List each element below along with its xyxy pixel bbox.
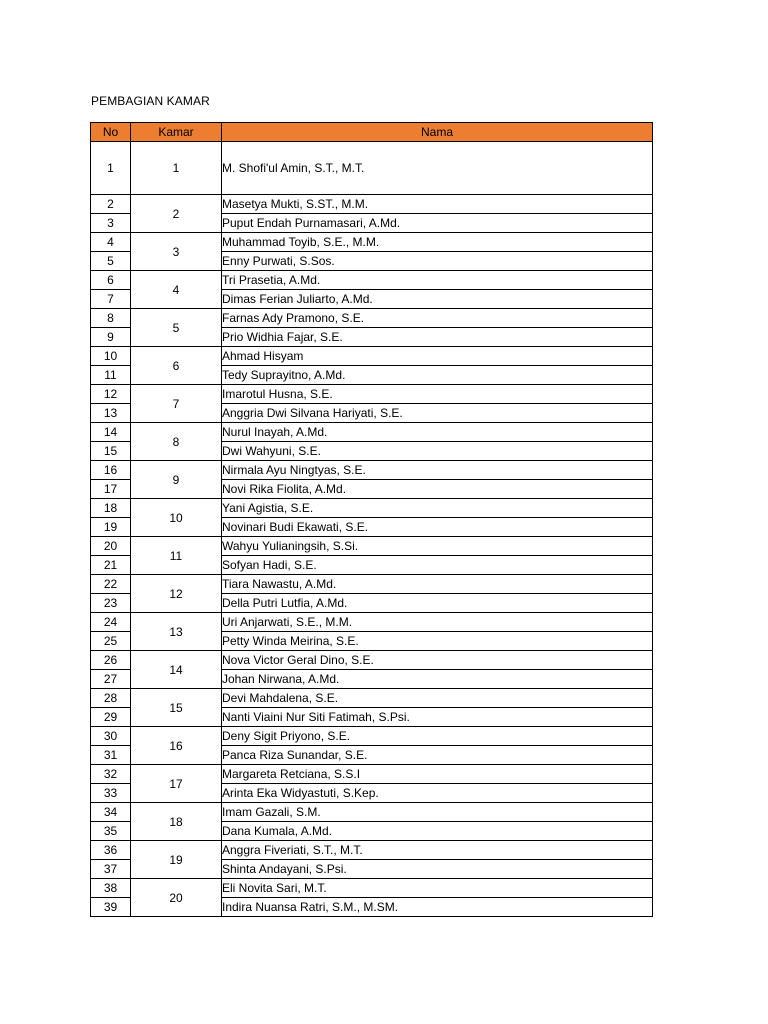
room-number: 8 (131, 423, 222, 461)
table-row (91, 309, 653, 328)
occupant-name: M. Shofi'ul Amin, S.T., M.T. (222, 142, 653, 195)
occupant-name: Margareta Retciana, S.S.I (222, 765, 653, 784)
row-number: 32 (91, 765, 131, 784)
occupant-name: Shinta Andayani, S.Psi. (222, 860, 653, 879)
row-number: 16 (91, 461, 131, 480)
room-number: 11 (131, 537, 222, 575)
table-row (91, 613, 653, 632)
occupant-name: Petty Winda Meirina, S.E. (222, 632, 653, 651)
occupant-name: Tedy Suprayitno, A.Md. (222, 366, 653, 385)
row-number: 26 (91, 651, 131, 670)
room-number: 2 (131, 195, 222, 233)
row-number: 10 (91, 347, 131, 366)
table-row (91, 461, 653, 480)
occupant-name: Dwi Wahyuni, S.E. (222, 442, 653, 461)
row-number: 29 (91, 708, 131, 727)
occupant-name: Novi Rika Fiolita, A.Md. (222, 480, 653, 499)
table-row (91, 233, 653, 252)
occupant-name: Johan Nirwana, A.Md. (222, 670, 653, 689)
occupant-name: Nanti Viaini Nur Siti Fatimah, S.Psi. (222, 708, 653, 727)
occupant-name: Eli Novita Sari, M.T. (222, 879, 653, 898)
table-row (91, 537, 653, 556)
room-number: 5 (131, 309, 222, 347)
room-number: 13 (131, 613, 222, 651)
room-number: 16 (131, 727, 222, 765)
occupant-name: Puput Endah Purnamasari, A.Md. (222, 214, 653, 233)
table-row (91, 803, 653, 822)
table-row (91, 765, 653, 784)
occupant-name: Ahmad Hisyam (222, 347, 653, 366)
table-row (91, 347, 653, 366)
row-number: 27 (91, 670, 131, 689)
table-row (91, 385, 653, 404)
row-number: 5 (91, 252, 131, 271)
occupant-name: Anggra Fiveriati, S.T., M.T. (222, 841, 653, 860)
occupant-name: Farnas Ady Pramono, S.E. (222, 309, 653, 328)
occupant-name: Prio Widhia Fajar, S.E. (222, 328, 653, 347)
occupant-name: Wahyu Yulianingsih, S.Si. (222, 537, 653, 556)
occupant-name: Nirmala Ayu Ningtyas, S.E. (222, 461, 653, 480)
table-row (91, 651, 653, 670)
row-number: 9 (91, 328, 131, 347)
row-number: 19 (91, 518, 131, 537)
row-number: 22 (91, 575, 131, 594)
row-number: 4 (91, 233, 131, 252)
row-number: 34 (91, 803, 131, 822)
row-number: 24 (91, 613, 131, 632)
row-number: 6 (91, 271, 131, 290)
table-row (91, 689, 653, 708)
table-row (91, 841, 653, 860)
column-header-nama: Nama (222, 123, 653, 142)
row-number: 14 (91, 423, 131, 442)
room-number: 18 (131, 803, 222, 841)
room-number: 20 (131, 879, 222, 917)
row-number: 11 (91, 366, 131, 385)
occupant-name: Della Putri Lutfia, A.Md. (222, 594, 653, 613)
room-number: 19 (131, 841, 222, 879)
column-header-kamar: Kamar (131, 123, 222, 142)
table-row (91, 575, 653, 594)
room-number: 17 (131, 765, 222, 803)
row-number: 33 (91, 784, 131, 803)
occupant-name: Enny Purwati, S.Sos. (222, 252, 653, 271)
occupant-name: Yani Agistia, S.E. (222, 499, 653, 518)
occupant-name: Sofyan Hadi, S.E. (222, 556, 653, 575)
row-number: 20 (91, 537, 131, 556)
row-number: 18 (91, 499, 131, 518)
row-number: 38 (91, 879, 131, 898)
table-row (91, 727, 653, 746)
table-row (91, 142, 653, 195)
row-number: 21 (91, 556, 131, 575)
page-title: PEMBAGIAN KAMAR (91, 94, 210, 108)
occupant-name: Novinari Budi Ekawati, S.E. (222, 518, 653, 537)
row-number: 31 (91, 746, 131, 765)
table-row (91, 423, 653, 442)
row-number: 36 (91, 841, 131, 860)
occupant-name: Nova Victor Geral Dino, S.E. (222, 651, 653, 670)
room-number: 14 (131, 651, 222, 689)
room-assignment-table (90, 122, 653, 917)
row-number: 35 (91, 822, 131, 841)
row-number: 28 (91, 689, 131, 708)
occupant-name: Muhammad Toyib, S.E., M.M. (222, 233, 653, 252)
room-number: 10 (131, 499, 222, 537)
room-number: 12 (131, 575, 222, 613)
row-number: 30 (91, 727, 131, 746)
room-number: 3 (131, 233, 222, 271)
occupant-name: Nurul Inayah, A.Md. (222, 423, 653, 442)
occupant-name: Uri Anjarwati, S.E., M.M. (222, 613, 653, 632)
occupant-name: Arinta Eka Widyastuti, S.Kep. (222, 784, 653, 803)
room-number: 7 (131, 385, 222, 423)
occupant-name: Imam Gazali, S.M. (222, 803, 653, 822)
table-row (91, 499, 653, 518)
row-number: 2 (91, 195, 131, 214)
row-number: 1 (91, 142, 131, 195)
room-number: 9 (131, 461, 222, 499)
table-row (91, 271, 653, 290)
occupant-name: Panca Riza Sunandar, S.E. (222, 746, 653, 765)
row-number: 7 (91, 290, 131, 309)
occupant-name: Devi Mahdalena, S.E. (222, 689, 653, 708)
row-number: 3 (91, 214, 131, 233)
occupant-name: Masetya Mukti, S.ST., M.M. (222, 195, 653, 214)
occupant-name: Tiara Nawastu, A.Md. (222, 575, 653, 594)
occupant-name: Tri Prasetia, A.Md. (222, 271, 653, 290)
column-header-no: No (91, 123, 131, 142)
row-number: 37 (91, 860, 131, 879)
table-header-row (91, 123, 653, 142)
occupant-name: Indira Nuansa Ratri, S.M., M.SM. (222, 898, 653, 917)
row-number: 12 (91, 385, 131, 404)
row-number: 13 (91, 404, 131, 423)
room-number: 1 (131, 142, 222, 195)
occupant-name: Deny Sigit Priyono, S.E. (222, 727, 653, 746)
row-number: 23 (91, 594, 131, 613)
row-number: 25 (91, 632, 131, 651)
room-number: 15 (131, 689, 222, 727)
occupant-name: Imarotul Husna, S.E. (222, 385, 653, 404)
occupant-name: Anggria Dwi Silvana Hariyati, S.E. (222, 404, 653, 423)
occupant-name: Dana Kumala, A.Md. (222, 822, 653, 841)
occupant-name: Dimas Ferian Juliarto, A.Md. (222, 290, 653, 309)
table-row (91, 879, 653, 898)
row-number: 39 (91, 898, 131, 917)
room-number: 4 (131, 271, 222, 309)
row-number: 15 (91, 442, 131, 461)
row-number: 17 (91, 480, 131, 499)
room-number: 6 (131, 347, 222, 385)
row-number: 8 (91, 309, 131, 328)
table-row (91, 195, 653, 214)
